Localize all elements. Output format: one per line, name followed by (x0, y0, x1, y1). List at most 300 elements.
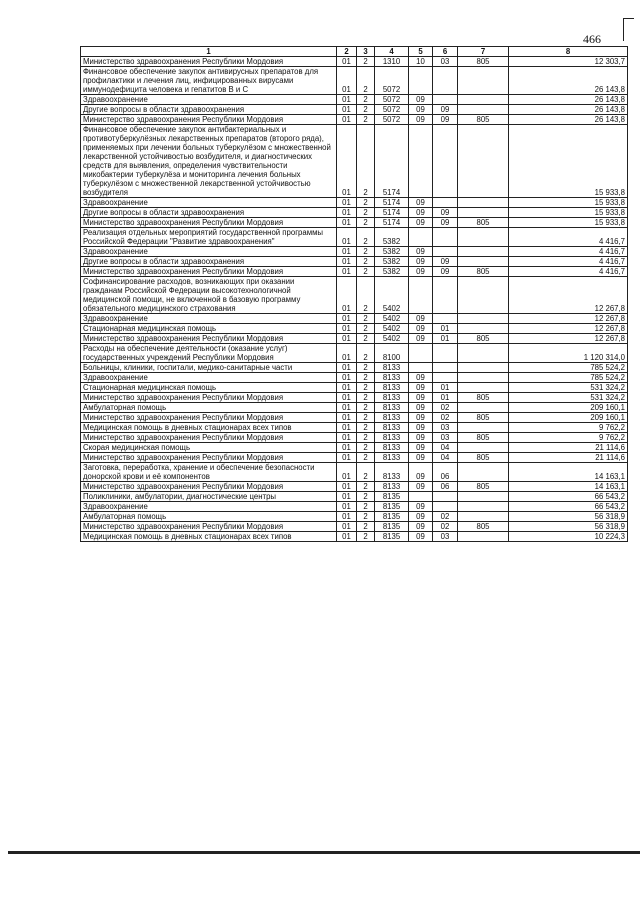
row-code-cell (458, 532, 509, 542)
row-code-cell (409, 492, 433, 502)
row-code-cell (458, 257, 509, 267)
row-code-cell: 5402 (375, 334, 409, 344)
row-code-cell (409, 277, 433, 314)
row-code-cell: 8133 (375, 433, 409, 443)
row-name-cell: Софинансирование расходов, возникающих при оказании гражданам Российской Федерации высокотехнологичной медицинской помощи, не включенной в базовую программу обязательного медицинского страхования (81, 277, 337, 314)
row-code-cell: 805 (458, 522, 509, 532)
row-name-cell: Стационарная медицинская помощь (81, 324, 337, 334)
table-row (81, 218, 628, 228)
row-code-cell: 01 (337, 324, 357, 334)
table-row (81, 512, 628, 522)
row-code-cell: 01 (337, 257, 357, 267)
table-row (81, 492, 628, 502)
row-code-cell (433, 247, 458, 257)
row-name-cell: Министерство здравоохранения Республики Мордовия (81, 453, 337, 463)
row-name-cell: Министерство здравоохранения Республики Мордовия (81, 115, 337, 125)
row-code-cell: 09 (409, 198, 433, 208)
row-code-cell (458, 363, 509, 373)
row-code-cell: 03 (433, 433, 458, 443)
row-code-cell: 805 (458, 334, 509, 344)
row-code-cell: 805 (458, 57, 509, 67)
row-amount-cell: 9 762,2 (509, 423, 628, 433)
row-code-cell: 8100 (375, 344, 409, 363)
row-code-cell: 03 (433, 532, 458, 542)
row-code-cell: 5072 (375, 67, 409, 95)
row-code-cell (458, 423, 509, 433)
row-code-cell: 01 (433, 393, 458, 403)
row-code-cell (458, 373, 509, 383)
row-code-cell (409, 363, 433, 373)
row-name-cell: Здравоохранение (81, 95, 337, 105)
budget-table (80, 46, 628, 542)
table-header-row (81, 47, 628, 57)
row-code-cell (458, 277, 509, 314)
row-code-cell: 2 (357, 257, 375, 267)
row-code-cell: 2 (357, 532, 375, 542)
row-code-cell: 01 (337, 67, 357, 95)
row-code-cell: 8133 (375, 423, 409, 433)
row-amount-cell: 66 543,2 (509, 502, 628, 512)
table-row (81, 228, 628, 247)
row-amount-cell: 209 160,1 (509, 413, 628, 423)
row-code-cell: 01 (337, 522, 357, 532)
row-code-cell: 09 (409, 208, 433, 218)
row-code-cell: 5174 (375, 198, 409, 208)
row-amount-cell: 56 318,9 (509, 522, 628, 532)
table-row (81, 532, 628, 542)
row-code-cell: 2 (357, 453, 375, 463)
header-col-5: 5 (409, 47, 433, 57)
row-amount-cell: 531 324,2 (509, 393, 628, 403)
row-amount-cell: 1 120 314,0 (509, 344, 628, 363)
row-code-cell (458, 463, 509, 482)
row-code-cell (458, 95, 509, 105)
row-code-cell: 8135 (375, 512, 409, 522)
row-amount-cell: 14 163,1 (509, 463, 628, 482)
row-code-cell: 805 (458, 413, 509, 423)
row-code-cell (458, 512, 509, 522)
row-code-cell (433, 492, 458, 502)
row-code-cell: 09 (409, 383, 433, 393)
row-code-cell: 01 (337, 502, 357, 512)
row-code-cell: 01 (337, 383, 357, 393)
row-code-cell: 09 (409, 512, 433, 522)
row-amount-cell: 12 267,8 (509, 324, 628, 334)
row-code-cell (458, 443, 509, 453)
row-code-cell: 8135 (375, 532, 409, 542)
row-code-cell: 2 (357, 423, 375, 433)
row-code-cell: 01 (337, 267, 357, 277)
row-code-cell: 2 (357, 344, 375, 363)
row-code-cell: 01 (337, 115, 357, 125)
table-row (81, 502, 628, 512)
row-code-cell: 805 (458, 433, 509, 443)
row-code-cell: 06 (433, 482, 458, 492)
row-code-cell: 2 (357, 247, 375, 257)
row-code-cell: 2 (357, 267, 375, 277)
row-code-cell: 09 (409, 257, 433, 267)
row-amount-cell: 15 933,8 (509, 125, 628, 198)
row-code-cell: 02 (433, 403, 458, 413)
row-code-cell: 2 (357, 433, 375, 443)
row-code-cell: 03 (433, 423, 458, 433)
row-code-cell: 2 (357, 314, 375, 324)
row-code-cell (433, 373, 458, 383)
row-code-cell: 09 (409, 334, 433, 344)
row-code-cell: 01 (433, 324, 458, 334)
row-code-cell (458, 383, 509, 393)
row-code-cell: 01 (337, 125, 357, 198)
row-code-cell: 2 (357, 334, 375, 344)
row-code-cell: 09 (409, 502, 433, 512)
row-code-cell (458, 344, 509, 363)
row-code-cell: 2 (357, 393, 375, 403)
row-name-cell: Министерство здравоохранения Республики Мордовия (81, 393, 337, 403)
row-name-cell: Здравоохранение (81, 502, 337, 512)
row-code-cell: 805 (458, 482, 509, 492)
table-row (81, 383, 628, 393)
table-row (81, 482, 628, 492)
row-amount-cell: 12 267,8 (509, 314, 628, 324)
header-col-4: 4 (375, 47, 409, 57)
row-code-cell: 09 (409, 453, 433, 463)
row-code-cell: 09 (409, 314, 433, 324)
row-amount-cell: 209 160,1 (509, 403, 628, 413)
row-code-cell: 5072 (375, 95, 409, 105)
table-row (81, 522, 628, 532)
row-code-cell: 01 (337, 492, 357, 502)
row-name-cell: Стационарная медицинская помощь (81, 383, 337, 393)
row-name-cell: Министерство здравоохранения Республики Мордовия (81, 413, 337, 423)
row-code-cell: 01 (433, 383, 458, 393)
row-code-cell: 01 (337, 512, 357, 522)
row-code-cell: 09 (409, 324, 433, 334)
row-code-cell: 5382 (375, 257, 409, 267)
row-name-cell: Скорая медицинская помощь (81, 443, 337, 453)
row-code-cell: 01 (337, 334, 357, 344)
header-col-6: 6 (433, 47, 458, 57)
row-code-cell: 8135 (375, 492, 409, 502)
row-code-cell: 805 (458, 218, 509, 228)
row-code-cell: 2 (357, 218, 375, 228)
row-code-cell: 09 (409, 218, 433, 228)
row-amount-cell: 26 143,8 (509, 105, 628, 115)
row-code-cell: 09 (409, 393, 433, 403)
table-row (81, 373, 628, 383)
row-code-cell: 09 (409, 463, 433, 482)
row-amount-cell: 531 324,2 (509, 383, 628, 393)
table-row (81, 443, 628, 453)
row-code-cell: 2 (357, 502, 375, 512)
row-name-cell: Медицинская помощь в дневных стационарах всех типов (81, 423, 337, 433)
row-name-cell: Министерство здравоохранения Республики Мордовия (81, 57, 337, 67)
row-code-cell (458, 324, 509, 334)
row-code-cell: 2 (357, 115, 375, 125)
row-code-cell: 09 (433, 218, 458, 228)
row-code-cell (433, 502, 458, 512)
row-code-cell: 09 (409, 267, 433, 277)
table-row (81, 433, 628, 443)
row-code-cell (433, 363, 458, 373)
row-name-cell: Министерство здравоохранения Республики Мордовия (81, 433, 337, 443)
row-code-cell: 805 (458, 267, 509, 277)
row-code-cell: 09 (409, 373, 433, 383)
row-code-cell: 02 (433, 522, 458, 532)
row-code-cell: 01 (337, 403, 357, 413)
row-code-cell: 09 (433, 257, 458, 267)
row-code-cell: 8133 (375, 443, 409, 453)
row-code-cell: 2 (357, 198, 375, 208)
row-code-cell: 03 (433, 57, 458, 67)
row-code-cell (458, 247, 509, 257)
row-code-cell (433, 67, 458, 95)
table-row (81, 334, 628, 344)
row-name-cell: Расходы на обеспечение деятельности (оказание услуг) государственных учреждений Республики Мордовия (81, 344, 337, 363)
row-code-cell: 01 (433, 334, 458, 344)
row-code-cell (433, 314, 458, 324)
row-code-cell: 09 (409, 413, 433, 423)
row-code-cell (409, 125, 433, 198)
row-code-cell: 2 (357, 57, 375, 67)
row-name-cell: Министерство здравоохранения Республики Мордовия (81, 334, 337, 344)
row-code-cell: 2 (357, 373, 375, 383)
row-name-cell: Министерство здравоохранения Республики Мордовия (81, 267, 337, 277)
row-code-cell: 01 (337, 95, 357, 105)
row-code-cell: 5072 (375, 105, 409, 115)
row-code-cell: 02 (433, 512, 458, 522)
row-code-cell: 01 (337, 463, 357, 482)
row-amount-cell: 21 114,6 (509, 443, 628, 453)
row-code-cell (433, 344, 458, 363)
table-row (81, 67, 628, 95)
row-amount-cell: 10 224,3 (509, 532, 628, 542)
page-number: 466 (583, 32, 601, 46)
row-code-cell: 5382 (375, 247, 409, 257)
row-code-cell: 5174 (375, 208, 409, 218)
row-code-cell: 8133 (375, 393, 409, 403)
row-code-cell (409, 344, 433, 363)
row-code-cell: 09 (433, 105, 458, 115)
row-amount-cell: 15 933,8 (509, 208, 628, 218)
table-row (81, 277, 628, 314)
row-code-cell: 09 (409, 423, 433, 433)
row-code-cell (458, 67, 509, 95)
row-code-cell: 2 (357, 324, 375, 334)
row-code-cell: 2 (357, 463, 375, 482)
row-code-cell: 8133 (375, 403, 409, 413)
row-name-cell: Заготовка, переработка, хранение и обеспечение безопасности донорской крови и её компонентов (81, 463, 337, 482)
table-row (81, 314, 628, 324)
row-code-cell: 01 (337, 393, 357, 403)
table-row (81, 247, 628, 257)
row-code-cell: 805 (458, 393, 509, 403)
row-code-cell: 01 (337, 482, 357, 492)
row-name-cell: Поликлиники, амбулатории, диагностические центры (81, 492, 337, 502)
row-code-cell (458, 502, 509, 512)
table-row (81, 463, 628, 482)
row-name-cell: Другие вопросы в области здравоохранения (81, 208, 337, 218)
row-amount-cell: 4 416,7 (509, 267, 628, 277)
row-code-cell: 01 (337, 105, 357, 115)
row-code-cell: 2 (357, 403, 375, 413)
row-code-cell: 01 (337, 314, 357, 324)
row-code-cell: 2 (357, 482, 375, 492)
row-code-cell: 01 (337, 247, 357, 257)
row-code-cell: 01 (337, 57, 357, 67)
row-code-cell: 04 (433, 443, 458, 453)
row-code-cell: 01 (337, 277, 357, 314)
row-amount-cell: 4 416,7 (509, 228, 628, 247)
table-row (81, 403, 628, 413)
row-code-cell: 09 (409, 532, 433, 542)
row-code-cell: 8133 (375, 383, 409, 393)
row-code-cell: 09 (409, 433, 433, 443)
row-code-cell: 09 (409, 115, 433, 125)
row-code-cell: 09 (409, 482, 433, 492)
footer-rule (8, 851, 640, 854)
row-code-cell: 01 (337, 443, 357, 453)
row-name-cell: Министерство здравоохранения Республики Мордовия (81, 218, 337, 228)
row-name-cell: Министерство здравоохранения Республики Мордовия (81, 482, 337, 492)
row-code-cell (458, 228, 509, 247)
row-amount-cell: 4 416,7 (509, 257, 628, 267)
row-code-cell (458, 492, 509, 502)
table-row (81, 423, 628, 433)
row-code-cell: 01 (337, 363, 357, 373)
row-amount-cell: 15 933,8 (509, 198, 628, 208)
row-code-cell: 2 (357, 277, 375, 314)
row-code-cell: 2 (357, 413, 375, 423)
row-name-cell: Здравоохранение (81, 314, 337, 324)
row-code-cell: 09 (409, 522, 433, 532)
row-amount-cell: 26 143,8 (509, 95, 628, 105)
row-code-cell: 2 (357, 512, 375, 522)
row-code-cell: 8133 (375, 482, 409, 492)
row-code-cell: 01 (337, 198, 357, 208)
row-name-cell: Здравоохранение (81, 373, 337, 383)
row-code-cell: 8135 (375, 522, 409, 532)
header-col-3: 3 (357, 47, 375, 57)
row-code-cell: 8135 (375, 502, 409, 512)
row-code-cell (458, 314, 509, 324)
row-code-cell (458, 208, 509, 218)
row-code-cell: 805 (458, 453, 509, 463)
row-name-cell: Здравоохранение (81, 198, 337, 208)
table-row (81, 208, 628, 218)
row-code-cell: 2 (357, 383, 375, 393)
row-amount-cell: 14 163,1 (509, 482, 628, 492)
row-amount-cell: 56 318,9 (509, 512, 628, 522)
row-code-cell: 805 (458, 115, 509, 125)
row-name-cell: Здравоохранение (81, 247, 337, 257)
row-code-cell: 09 (409, 443, 433, 453)
row-code-cell: 09 (433, 208, 458, 218)
row-code-cell: 09 (433, 115, 458, 125)
row-amount-cell: 15 933,8 (509, 218, 628, 228)
row-code-cell: 2 (357, 105, 375, 115)
row-amount-cell: 12 267,8 (509, 334, 628, 344)
row-code-cell: 10 (409, 57, 433, 67)
row-code-cell: 1310 (375, 57, 409, 67)
row-code-cell (458, 125, 509, 198)
row-code-cell (458, 198, 509, 208)
row-code-cell: 2 (357, 67, 375, 95)
table-row (81, 125, 628, 198)
row-name-cell: Амбулаторная помощь (81, 403, 337, 413)
row-code-cell: 09 (409, 247, 433, 257)
row-code-cell (433, 228, 458, 247)
row-code-cell: 09 (409, 403, 433, 413)
row-code-cell: 01 (337, 413, 357, 423)
row-code-cell: 01 (337, 228, 357, 247)
table-row (81, 57, 628, 67)
row-code-cell (433, 277, 458, 314)
row-code-cell: 09 (409, 105, 433, 115)
table-row (81, 324, 628, 334)
corner-mark (623, 18, 634, 41)
table-row (81, 267, 628, 277)
row-name-cell: Финансовое обеспечение закупок антивирусных препаратов для профилактики и лечения лиц, инфицированных вирусами иммунодефицита человека и гепатитов В и С (81, 67, 337, 95)
row-code-cell: 09 (433, 267, 458, 277)
table-row (81, 115, 628, 125)
row-code-cell: 2 (357, 492, 375, 502)
row-code-cell: 06 (433, 463, 458, 482)
row-code-cell: 01 (337, 208, 357, 218)
table-row (81, 393, 628, 403)
table-row (81, 453, 628, 463)
row-code-cell: 2 (357, 208, 375, 218)
row-code-cell: 02 (433, 413, 458, 423)
row-code-cell: 2 (357, 228, 375, 247)
row-name-cell: Медицинская помощь в дневных стационарах всех типов (81, 532, 337, 542)
row-code-cell: 01 (337, 218, 357, 228)
row-code-cell: 5174 (375, 218, 409, 228)
row-code-cell: 5174 (375, 125, 409, 198)
row-amount-cell: 26 143,8 (509, 115, 628, 125)
row-code-cell: 01 (337, 373, 357, 383)
row-code-cell: 01 (337, 453, 357, 463)
row-code-cell: 5382 (375, 228, 409, 247)
row-code-cell: 09 (409, 95, 433, 105)
row-code-cell: 2 (357, 125, 375, 198)
row-code-cell: 5402 (375, 314, 409, 324)
row-code-cell: 5402 (375, 277, 409, 314)
row-amount-cell: 4 416,7 (509, 247, 628, 257)
header-col-7: 7 (458, 47, 509, 57)
row-code-cell: 01 (337, 344, 357, 363)
row-name-cell: Другие вопросы в области здравоохранения (81, 257, 337, 267)
row-amount-cell: 12 267,8 (509, 277, 628, 314)
row-amount-cell: 66 543,2 (509, 492, 628, 502)
table-row (81, 344, 628, 363)
row-name-cell: Министерство здравоохранения Республики Мордовия (81, 522, 337, 532)
row-code-cell (433, 125, 458, 198)
row-code-cell: 2 (357, 95, 375, 105)
row-amount-cell: 785 524,2 (509, 363, 628, 373)
row-code-cell: 5382 (375, 267, 409, 277)
row-code-cell: 8133 (375, 413, 409, 423)
row-amount-cell: 21 114,6 (509, 453, 628, 463)
row-code-cell (409, 228, 433, 247)
row-code-cell (458, 105, 509, 115)
table-row (81, 363, 628, 373)
row-name-cell: Другие вопросы в области здравоохранения (81, 105, 337, 115)
row-code-cell: 2 (357, 443, 375, 453)
row-code-cell (409, 67, 433, 95)
row-amount-cell: 26 143,8 (509, 67, 628, 95)
table-row (81, 257, 628, 267)
row-code-cell: 01 (337, 423, 357, 433)
